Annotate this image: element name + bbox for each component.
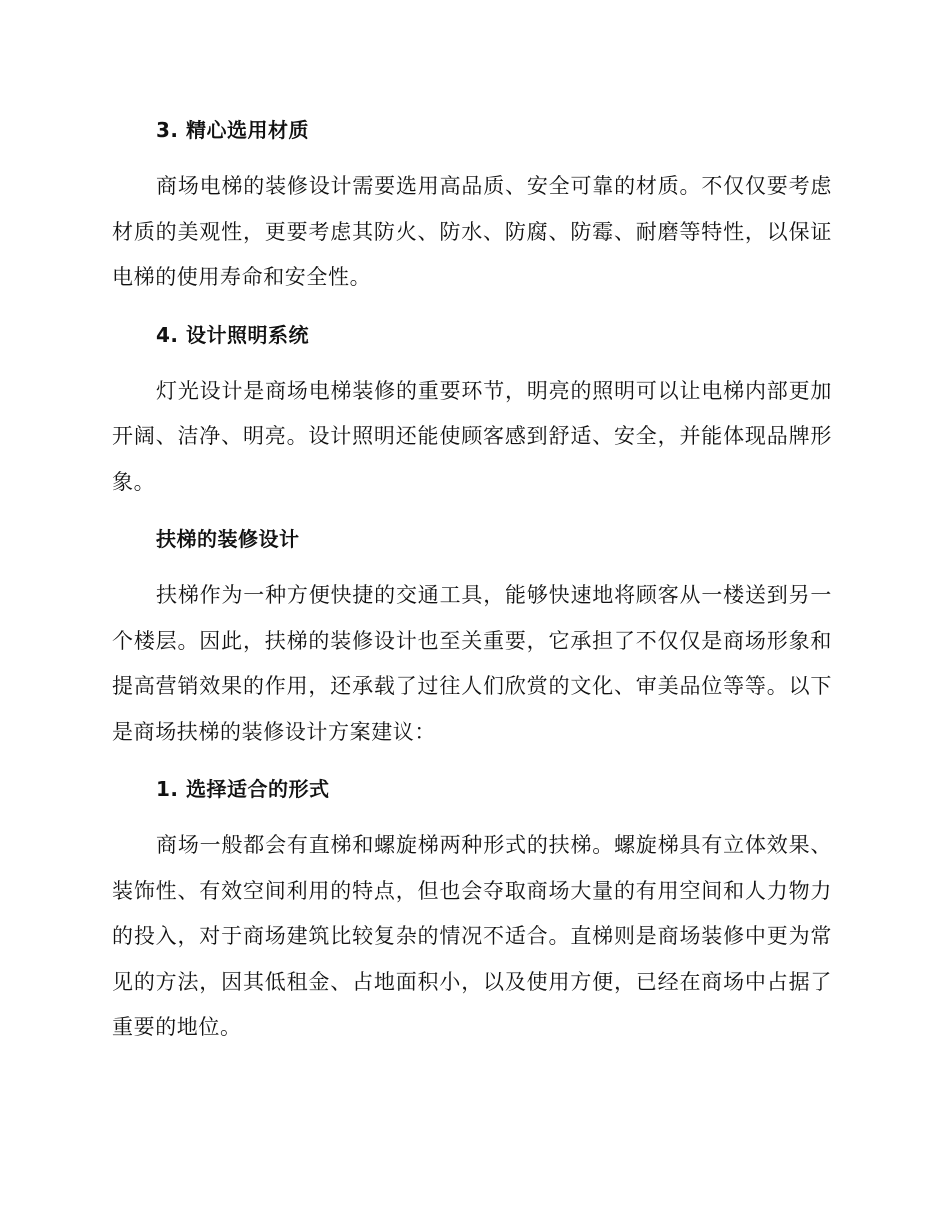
- section-paragraph-lighting: 灯光设计是商场电梯装修的重要环节，明亮的照明可以让电梯内部更加开阔、洁净、明亮。设计照明还能使顾客感到舒适、安全，并能体现品牌形象。: [112, 378, 832, 494]
- spacer: [112, 357, 832, 369]
- document-page: [112, 108, 832, 1051]
- section-paragraph-escalator: 扶梯作为一种方便快捷的交通工具，能够快速地将顾客从一楼送到另一个楼层。因此，扶梯的装修设计也至关重要，它承担了不仅仅是商场形象和提高营销效果的作用，还承载了过往人们欣赏的文化、审美品位等等。以下是商场扶梯的装修设计方案建议：: [112, 583, 832, 744]
- spacer: [112, 755, 832, 767]
- section-paragraph-form: 商场一般都会有直梯和螺旋梯两种形式的扶梯。螺旋梯具有立体效果、装饰性、有效空间利用的特点，但也会夺取商场大量的有用空间和人力物力的投入，对于商场建筑比较复杂的情况不适合。直梯则是商场装修中更为常见的方法，因其低租金、占地面积小，以及使用方便，已经在商场中占据了重要的地位。: [112, 833, 832, 1039]
- section-paragraph-materials: 商场电梯的装修设计需要选用高品质、安全可靠的材质。不仅仅要考虑材质的美观性，更要考虑其防火、防水、防腐、防霉、耐磨等特性，以保证电梯的使用寿命和安全性。: [112, 174, 832, 289]
- section-heading-form: 1. 选择适合的形式: [156, 777, 330, 801]
- section-heading-lighting: 4. 设计照明系统: [156, 322, 309, 347]
- spacer: [112, 561, 832, 573]
- spacer: [112, 301, 832, 313]
- section-heading-escalator: 扶梯的装修设计: [156, 527, 300, 551]
- spacer: [112, 152, 832, 164]
- section-heading-materials: 3. 精心选用材质: [156, 118, 309, 142]
- spacer: [112, 811, 832, 823]
- spacer: [112, 505, 832, 517]
